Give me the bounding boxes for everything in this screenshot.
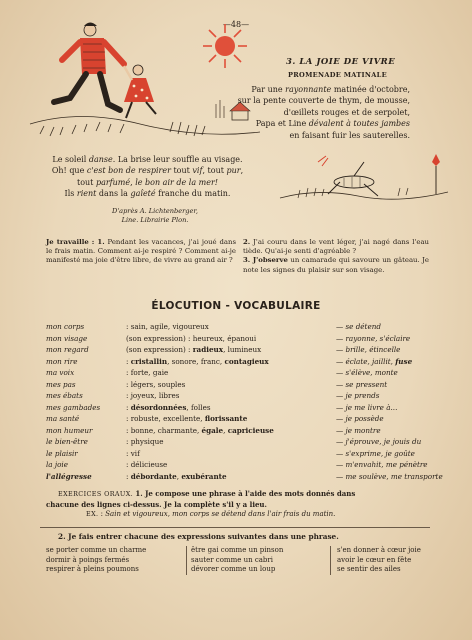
vocab-verb: — je montre [336, 425, 381, 435]
vocab-row [46, 471, 456, 483]
vocab-row [46, 402, 456, 414]
poem-line: tout parfumé, le bon air de la mer! [77, 177, 218, 187]
exercise-1-line-1: EXERCICES ORAUX. 1. Je compose une phrase à l'aide des mots donnés dans [58, 489, 356, 498]
exercise-2-prompt: 2. Je fais entrer chacune des expressions suivantes dans une phrase. [58, 532, 339, 541]
vocab-row [46, 459, 456, 471]
vocab-term: l'allégresse [46, 471, 92, 481]
vocab-description: : cristallin, sonore, franc, contagieux [126, 356, 269, 366]
expression-item: dévorer comme un loup [191, 565, 276, 573]
vocab-verb: — brille, étincelle [336, 345, 401, 354]
expression-item: être gai comme un pinson [191, 546, 284, 554]
poem-line: en faisant fuir les sauterelles. [289, 130, 410, 140]
vocab-row [46, 425, 456, 437]
vocab-description: (son expression) : heureux, épanoui [126, 333, 257, 343]
exercise-1-line-2: chacune des lignes ci-dessus. Je la complète s'il y a lieu. [46, 499, 267, 509]
vocab-row [46, 436, 456, 448]
poem-line: sur la pente couverte de thym, de mousse, [237, 96, 410, 106]
vocab-description: : vif [126, 448, 140, 458]
attribution-source: Line. Librairie Plon. [121, 216, 189, 224]
attribution-author: D'après A. Lichtenberger, [112, 207, 198, 215]
vocab-term: la joie [46, 460, 68, 469]
vocab-description: : débordante, exubérante [126, 471, 227, 481]
exercise-example: EX. : Sain et vigoureux, mon corps se détend dans l'air frais du matin. [86, 510, 336, 518]
poem-line: Par une rayonnante matinée d'octobre, [251, 85, 410, 94]
vocab-term: le bien-être [46, 437, 88, 446]
vocabulary-table [46, 321, 456, 482]
vocab-description: (son expression) : radieux, lumineux [126, 345, 262, 354]
vocab-verb: — s'élève, monte [336, 368, 398, 377]
lesson-title: 3. LA JOIE DE VIVRE [286, 57, 396, 67]
divider [40, 527, 430, 528]
vocab-term: mon humeur [46, 425, 93, 435]
expression-item: respirer à pleins poumons [46, 565, 139, 573]
sun-icon [203, 24, 247, 68]
vocab-description: : joyeux, libres [126, 391, 180, 400]
grasshoppers-illustration [278, 152, 450, 210]
vocab-description: : robuste, excellente, florissante [126, 414, 248, 423]
expression-item: sauter comme un cabri [191, 555, 273, 564]
section-title: ÉLOCUTION - VOCABULAIRE [151, 300, 321, 312]
vocab-row [46, 448, 456, 460]
vocab-row [46, 344, 456, 356]
expressions-column-2 [186, 546, 321, 575]
vocab-term: mon rire [46, 356, 78, 366]
vocab-term: mon regard [46, 345, 89, 354]
attribution [60, 207, 250, 225]
vocab-verb: — me soulève, me transporte [336, 471, 443, 481]
vocab-row [46, 356, 456, 368]
vocab-term: ma voix [46, 368, 75, 377]
exercises-oral [46, 489, 436, 520]
expression-item: s'en donner à cœur joie [337, 546, 421, 554]
vocab-row [46, 390, 456, 402]
vocab-verb: — éclate, jaillit, fuse [336, 356, 413, 366]
vocab-description: : bonne, charmante, égale, capricieuse [126, 425, 274, 435]
poem-line: d'œillets rouges et de serpolet, [283, 107, 410, 117]
expressions-column-1 [46, 546, 176, 575]
vocab-row [46, 379, 456, 391]
poem-line: Oh! que c'est bon de respirer tout vif, tout pur, [51, 166, 244, 176]
poem-line: Le soleil danse. La brise leur souffle au visage. [52, 155, 243, 164]
vocab-verb: — je me livre à... [336, 402, 398, 412]
vocab-term: mon corps [46, 322, 85, 331]
poem-left [20, 154, 275, 200]
vocab-description: : physique [126, 437, 164, 446]
vocab-description: : délicieuse [126, 460, 168, 469]
vocab-row [46, 413, 456, 425]
vocab-term: le plaisir [46, 448, 78, 458]
girl-figure [124, 65, 156, 118]
vocab-verb: — se pressent [336, 379, 388, 389]
vocab-verb: — s'exprime, je goûte [336, 448, 415, 458]
vocab-term: mes pas [46, 379, 76, 389]
vocab-verb: — je possède [336, 414, 384, 423]
expressions-column-3 [330, 546, 457, 575]
page-number: —48— [222, 20, 250, 29]
poem-line: Ils rient dans la gaîeté franche du matin. [64, 189, 231, 199]
vocab-verb: — m'envahit, me pénètre [336, 460, 428, 469]
lesson-subtitle: PROMENADE MATINALE [288, 71, 387, 79]
vocab-term: mon visage [46, 333, 88, 343]
poem-line: Papa et Line dévalent à toutes jambes [255, 119, 410, 129]
vocab-verb: — rayonne, s'éclaire [336, 333, 411, 343]
expression-item: se porter comme un charme [46, 546, 147, 554]
vocab-row [46, 321, 456, 333]
vocab-verb: — j'éprouve, je jouis du [336, 437, 422, 446]
vocab-row [46, 333, 456, 345]
vocab-term: mes gambades [46, 402, 101, 412]
vocab-description: : légers, souples [126, 379, 186, 389]
poem-right [210, 84, 410, 141]
expression-item: dormir à poings fermés [46, 555, 130, 564]
vocab-verb: — je prends [336, 391, 380, 400]
vocab-description: : sain, agile, vigoureux [126, 322, 209, 331]
expression-item: avoir le cœur en fête [337, 555, 412, 564]
expression-item: se sentir des ailes [337, 565, 401, 573]
vocab-term: mes ébats [46, 391, 83, 400]
vocab-verb: — se détend [336, 322, 381, 331]
vocab-description: : désordonnées, folles [126, 402, 211, 412]
je-travaille-left: Je travaille : 1. Pendant les vacances, j'ai joué dans le frais matin. Comment ai-je respiré ? Comment ai-je manifesté ma joie d'être libre, de vivre au grand air ? [46, 238, 237, 265]
vocab-row [46, 367, 456, 379]
je-travaille-right: 2. J'ai couru dans le vent léger, j'ai nagé dans l'eau tiède. Qu'ai-je senti d'agréable ? 3. J'observe un camarade qui savoure un gâteau. Je note les signes du plaisir sur son visage. [243, 238, 429, 274]
vocab-term: ma santé [46, 414, 80, 423]
flower-icon [432, 154, 440, 194]
father-figure [54, 23, 124, 111]
grasshopper-icon [328, 162, 378, 196]
vocab-description: : forte, gaie [126, 368, 169, 377]
